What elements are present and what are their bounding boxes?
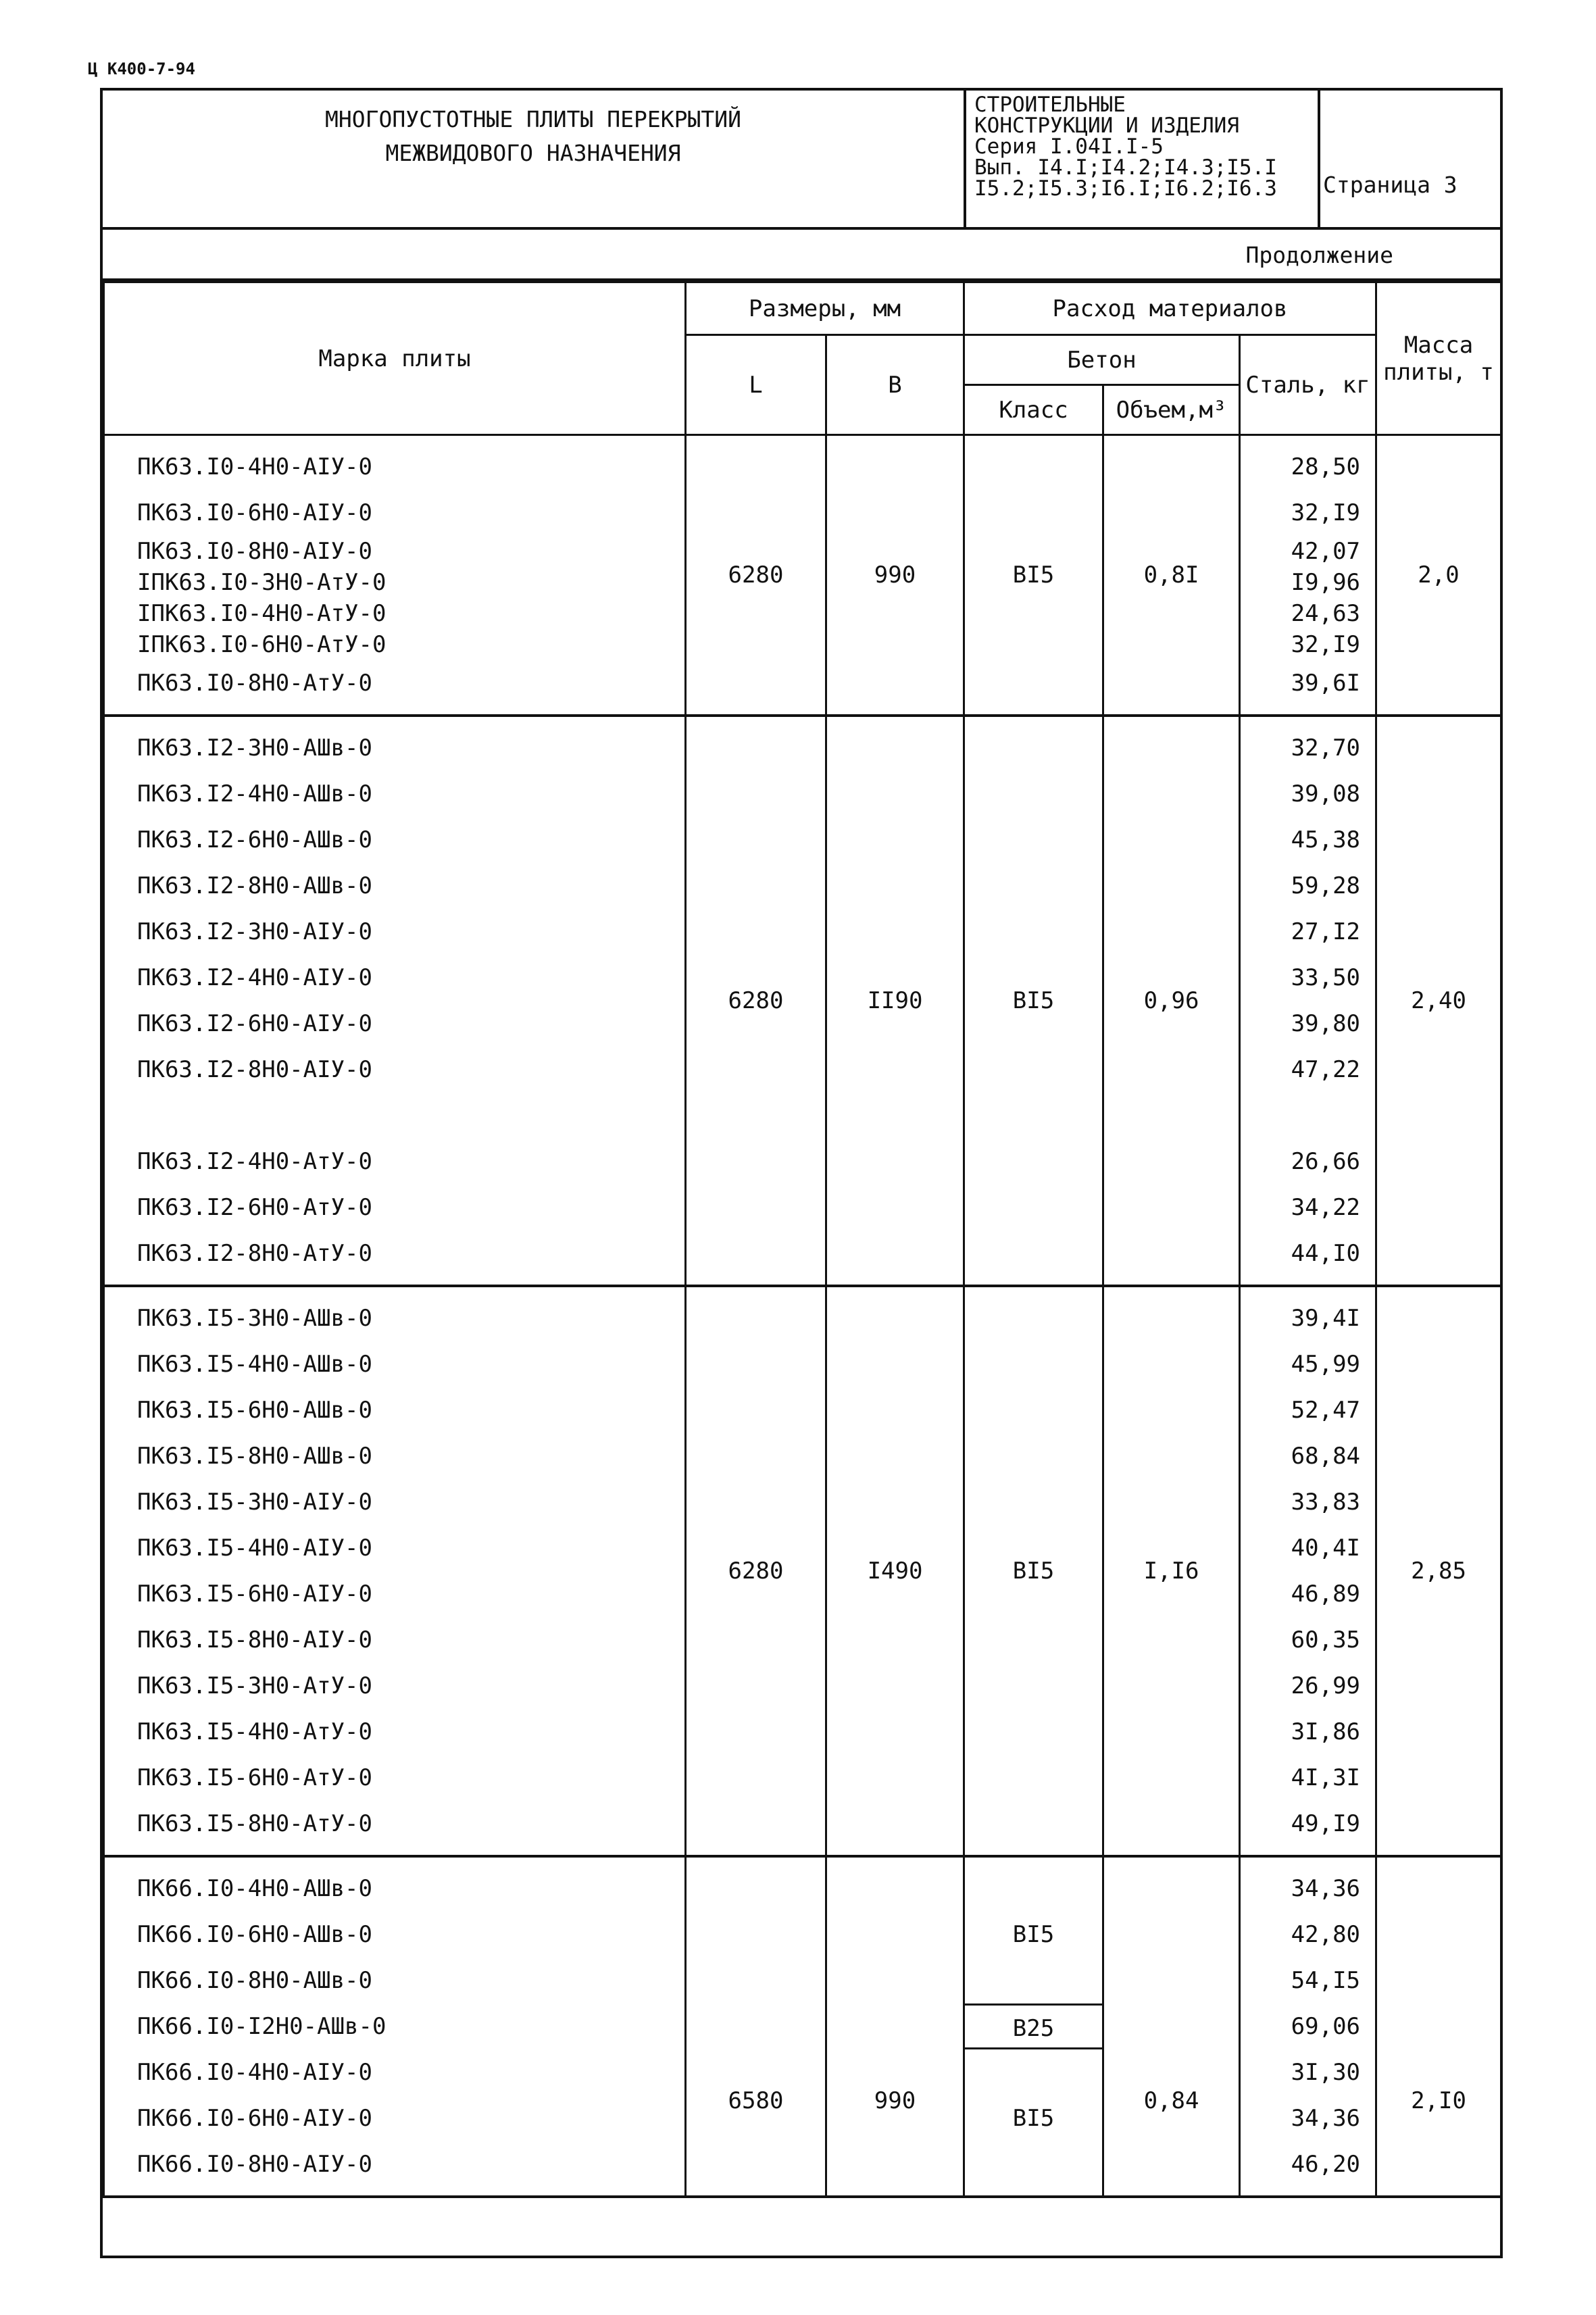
steel-value: 24,63	[1291, 600, 1361, 627]
steel-value: 44,I0	[1291, 1240, 1361, 1267]
mark: ПК63.I5-6Н0-АIУ-0	[137, 1580, 372, 1608]
volume-value: 0,84	[1103, 1856, 1240, 2197]
class-value: BI5	[964, 716, 1103, 1286]
mark: ПК63.I0-8Н0-АIУ-0	[137, 538, 372, 565]
mark: ПК63.I5-4Н0-АШв-0	[137, 1351, 372, 1378]
mark: ПК66.I0-6Н0-АIУ-0	[137, 2105, 372, 2132]
steel-value: 39,80	[1291, 1010, 1361, 1037]
steel-value: 32,I9	[1291, 631, 1361, 658]
mark: ПК63.I2-4Н0-АШв-0	[137, 780, 372, 807]
mark: ПК63.I5-3Н0-АIУ-0	[137, 1489, 372, 1516]
steel-value: 40,4I	[1291, 1535, 1361, 1562]
mark: ПК63.I2-4Н0-АтУ-0	[137, 1148, 372, 1175]
steel-value: 68,84	[1291, 1443, 1361, 1470]
steel-value: 33,83	[1291, 1489, 1361, 1516]
L-value: 6580	[686, 1856, 826, 2197]
steel-value: 28,50	[1291, 453, 1361, 480]
steel-value: 46,20	[1291, 2151, 1361, 2178]
document-title	[103, 91, 966, 227]
mark: ПК63.I5-3Н0-АтУ-0	[137, 1672, 372, 1699]
mark: ПК63.I2-6Н0-АШв-0	[137, 826, 372, 853]
series-block: СТРОИТЕЛЬНЫЕ КОНСТРУКЦИИ И ИЗДЕЛИЯ Серия I.04I.I-5 Вып. I4.I;I4.2;I4.3;I5.I I5.2;I5.3;I6.I;I6.2;I6.3	[969, 91, 1320, 227]
mark: IПК63.I0-6Н0-АтУ-0	[137, 631, 386, 658]
L-value: 6280	[686, 435, 826, 716]
header-mark: Марка плиты	[104, 282, 686, 435]
mark: ПК63.I5-8Н0-АIУ-0	[137, 1626, 372, 1653]
steel-value: 3I,86	[1291, 1718, 1361, 1745]
mark: ПК63.I2-8Н0-АШв-0	[137, 872, 372, 899]
steel-value: I9,96	[1291, 569, 1361, 596]
B-value: I490	[826, 1286, 964, 1856]
steel-value: 39,08	[1291, 780, 1361, 807]
mark: ПК66.I0-4Н0-АIУ-0	[137, 2059, 372, 2086]
marks-cell	[104, 716, 686, 1286]
mass-value: 2,I0	[1376, 1856, 1501, 2197]
steel-value: 59,28	[1291, 872, 1361, 899]
steel-value: 42,80	[1291, 1921, 1361, 1948]
header-L: L	[686, 335, 826, 435]
mark: ПК66.I0-8Н0-АIУ-0	[137, 2151, 372, 2178]
document-sheet	[100, 88, 1503, 2258]
mark: ПК63.I2-8Н0-АтУ-0	[137, 1240, 372, 1267]
table-row-group-1	[104, 435, 1501, 716]
class-value: BI5	[964, 435, 1103, 716]
mark: ПК63.I2-8Н0-АIУ-0	[137, 1056, 372, 1083]
steel-value: 26,99	[1291, 1672, 1361, 1699]
mark: ПК63.I5-8Н0-АтУ-0	[137, 1810, 372, 1837]
class-value: BI5	[1012, 1921, 1055, 1948]
mark: IПК63.I0-3Н0-АтУ-0	[137, 569, 386, 596]
steel-value: 52,47	[1291, 1397, 1361, 1424]
mark: ПК66.I0-I2Н0-АШв-0	[137, 2013, 386, 2040]
steel-value: 45,38	[1291, 826, 1361, 853]
table-row-group-4	[104, 1856, 1501, 2197]
marks-cell	[104, 1856, 686, 2197]
mark: ПК63.I2-6Н0-АIУ-0	[137, 1010, 372, 1037]
steel-value: 4I,3I	[1291, 1764, 1361, 1791]
header-class: Класс	[964, 385, 1103, 435]
mark: ПК63.I0-4Н0-АIУ-0	[137, 453, 372, 480]
marks-cell	[104, 1286, 686, 1856]
header-volume: Объем,м³	[1103, 385, 1240, 435]
steel-value: 26,66	[1291, 1148, 1361, 1175]
title-block	[103, 91, 1500, 230]
steel-cell	[1240, 716, 1376, 1286]
steel-value: 45,99	[1291, 1351, 1361, 1378]
header-steel: Сталь, кг	[1240, 335, 1376, 435]
class-value: B25	[965, 2003, 1102, 2049]
mark: ПК63.I0-6Н0-АIУ-0	[137, 499, 372, 526]
steel-value: 47,22	[1291, 1056, 1361, 1083]
steel-value: 33,50	[1291, 964, 1361, 991]
mark: ПК63.I2-3Н0-АIУ-0	[137, 918, 372, 945]
continuation-label: Продолжение	[1245, 242, 1393, 268]
mark: IПК63.I0-4Н0-АтУ-0	[137, 600, 386, 627]
steel-value: 39,6I	[1291, 670, 1361, 697]
mark: ПК63.I2-6Н0-АтУ-0	[137, 1194, 372, 1221]
class-cell	[964, 1856, 1103, 2197]
mark: ПК63.I2-4Н0-АIУ-0	[137, 964, 372, 991]
mark: ПК66.I0-6Н0-АШв-0	[137, 1921, 372, 1948]
mass-value: 2,85	[1376, 1286, 1501, 1856]
header-materials: Расход материалов	[964, 282, 1376, 335]
steel-value: 34,36	[1291, 1875, 1361, 1902]
mass-value: 2,40	[1376, 716, 1501, 1286]
steel-value: 42,07	[1291, 538, 1361, 565]
table-row-group-3	[104, 1286, 1501, 1856]
page-number: Страница 3	[1323, 172, 1457, 198]
materials-table	[103, 281, 1502, 2198]
mark: ПК63.I5-4Н0-АIУ-0	[137, 1535, 372, 1562]
volume-value: I,I6	[1103, 1286, 1240, 1856]
mark: ПК63.I2-3Н0-АШв-0	[137, 735, 372, 762]
steel-value: 34,22	[1291, 1194, 1361, 1221]
volume-value: 0,96	[1103, 716, 1240, 1286]
steel-value: 39,4I	[1291, 1305, 1361, 1332]
mark: ПК63.I0-8Н0-АтУ-0	[137, 670, 372, 697]
table-row-group-2	[104, 716, 1501, 1286]
B-value: 990	[826, 435, 964, 716]
mark: ПК63.I5-3Н0-АШв-0	[137, 1305, 372, 1332]
steel-cell	[1240, 435, 1376, 716]
B-value: II90	[826, 716, 964, 1286]
header-concrete: Бетон	[964, 335, 1240, 385]
class-value: BI5	[1012, 2105, 1055, 2132]
steel-value: 34,36	[1291, 2105, 1361, 2132]
B-value: 990	[826, 1856, 964, 2197]
steel-value: 32,70	[1291, 735, 1361, 762]
title-line-1: МНОГОПУСТОТНЫЕ ПЛИТЫ ПЕРЕКРЫТИЙ	[325, 106, 741, 132]
class-value: BI5	[964, 1286, 1103, 1856]
mark: ПК66.I0-4Н0-АШв-0	[137, 1875, 372, 1902]
header-sizes: Размеры, мм	[686, 282, 964, 335]
L-value: 6280	[686, 1286, 826, 1856]
steel-value: 60,35	[1291, 1626, 1361, 1653]
mark: ПК63.I5-6Н0-АтУ-0	[137, 1764, 372, 1791]
header-mass: Масса плиты, т	[1376, 282, 1501, 435]
mass-value: 2,0	[1376, 435, 1501, 716]
marks-cell	[104, 435, 686, 716]
steel-value: 69,06	[1291, 2013, 1361, 2040]
steel-value: 46,89	[1291, 1580, 1361, 1608]
steel-cell	[1240, 1856, 1376, 2197]
document-code: Ц К400-7-94	[88, 59, 195, 78]
title-line-2: МЕЖВИДОВОГО НАЗНАЧЕНИЯ	[385, 140, 681, 166]
mark: ПК63.I5-8Н0-АШв-0	[137, 1443, 372, 1470]
mark: ПК63.I5-4Н0-АтУ-0	[137, 1718, 372, 1745]
continuation-row	[103, 230, 1500, 281]
steel-value: 27,I2	[1291, 918, 1361, 945]
mark: ПК66.I0-8Н0-АШв-0	[137, 1967, 372, 1994]
steel-value: 3I,30	[1291, 2059, 1361, 2086]
steel-cell	[1240, 1286, 1376, 1856]
header-B: B	[826, 335, 964, 435]
steel-value: 54,I5	[1291, 1967, 1361, 1994]
steel-value: 49,I9	[1291, 1810, 1361, 1837]
L-value: 6280	[686, 716, 826, 1286]
mark: ПК63.I5-6Н0-АШв-0	[137, 1397, 372, 1424]
volume-value: 0,8I	[1103, 435, 1240, 716]
steel-value: 32,I9	[1291, 499, 1361, 526]
